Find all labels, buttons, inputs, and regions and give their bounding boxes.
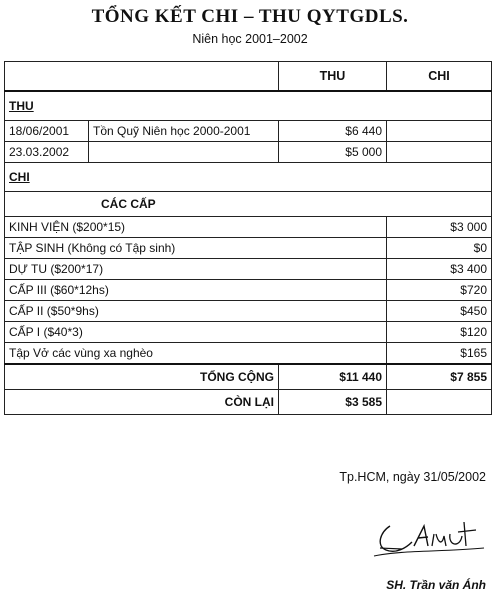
remain-label: CÒN LẠI: [5, 390, 279, 415]
chi-amount: $3 400: [387, 259, 492, 280]
section-chi-label: CHI: [5, 163, 492, 192]
section-thu-label: THU: [5, 91, 492, 121]
chi-desc: KINH VIỆN ($200*15): [5, 217, 387, 238]
thu-amount: $5 000: [279, 142, 387, 163]
chi-desc: TẬP SINH (Không có Tập sinh): [5, 238, 387, 259]
chi-amount: $720: [387, 280, 492, 301]
remain-chi-empty: [387, 390, 492, 415]
thu-chi-empty: [387, 121, 492, 142]
chi-desc: CẤP III ($60*12hs): [5, 280, 387, 301]
signature-image: [372, 512, 490, 564]
chi-row: [5, 217, 492, 238]
total-thu: $11 440: [279, 364, 387, 390]
thu-date: 23.03.2002: [5, 142, 89, 163]
chi-amount: $0: [387, 238, 492, 259]
remain-row: [5, 390, 492, 415]
header-blank-cell: [5, 62, 279, 92]
chi-row: [5, 301, 492, 322]
section-chi-row: [5, 163, 492, 192]
chi-desc: DỰ TU ($200*17): [5, 259, 387, 280]
chi-amount: $120: [387, 322, 492, 343]
chi-row: [5, 280, 492, 301]
thu-chi-empty: [387, 142, 492, 163]
chi-group-row: [5, 192, 492, 217]
chi-amount: $165: [387, 343, 492, 365]
chi-row: [5, 322, 492, 343]
col-header-thu: THU: [279, 62, 387, 92]
place-date: Tp.HCM, ngày 31/05/2002: [339, 470, 486, 484]
chi-row: [5, 238, 492, 259]
chi-row: [5, 259, 492, 280]
chi-desc: CẤP I ($40*3): [5, 322, 387, 343]
total-chi: $7 855: [387, 364, 492, 390]
chi-row: [5, 343, 492, 365]
chi-amount: $3 000: [387, 217, 492, 238]
remain-thu: $3 585: [279, 390, 387, 415]
thu-desc: Tồn Quỹ Niên học 2000-2001: [89, 121, 279, 142]
signer-name: SH. Trần văn Ánh: [386, 578, 486, 592]
header-row: [5, 62, 492, 92]
col-header-chi: CHI: [387, 62, 492, 92]
ledger-table: [4, 61, 492, 415]
thu-row: [5, 121, 492, 142]
section-thu-row: [5, 91, 492, 121]
chi-desc: CẤP II ($50*9hs): [5, 301, 387, 322]
total-label: TỔNG CỘNG: [5, 364, 279, 390]
school-year: Niên học 2001–2002: [192, 32, 308, 46]
thu-date: 18/06/2001: [5, 121, 89, 142]
thu-row: [5, 142, 492, 163]
total-row: [5, 364, 492, 390]
chi-group-label: CÁC CẤP: [5, 192, 492, 217]
thu-amount: $6 440: [279, 121, 387, 142]
document-title: TỔNG KẾT CHI – THU QYTGDLS.: [91, 6, 409, 27]
chi-desc: Tập Vở các vùng xa nghèo: [5, 343, 387, 365]
thu-desc: [89, 142, 279, 163]
chi-amount: $450: [387, 301, 492, 322]
